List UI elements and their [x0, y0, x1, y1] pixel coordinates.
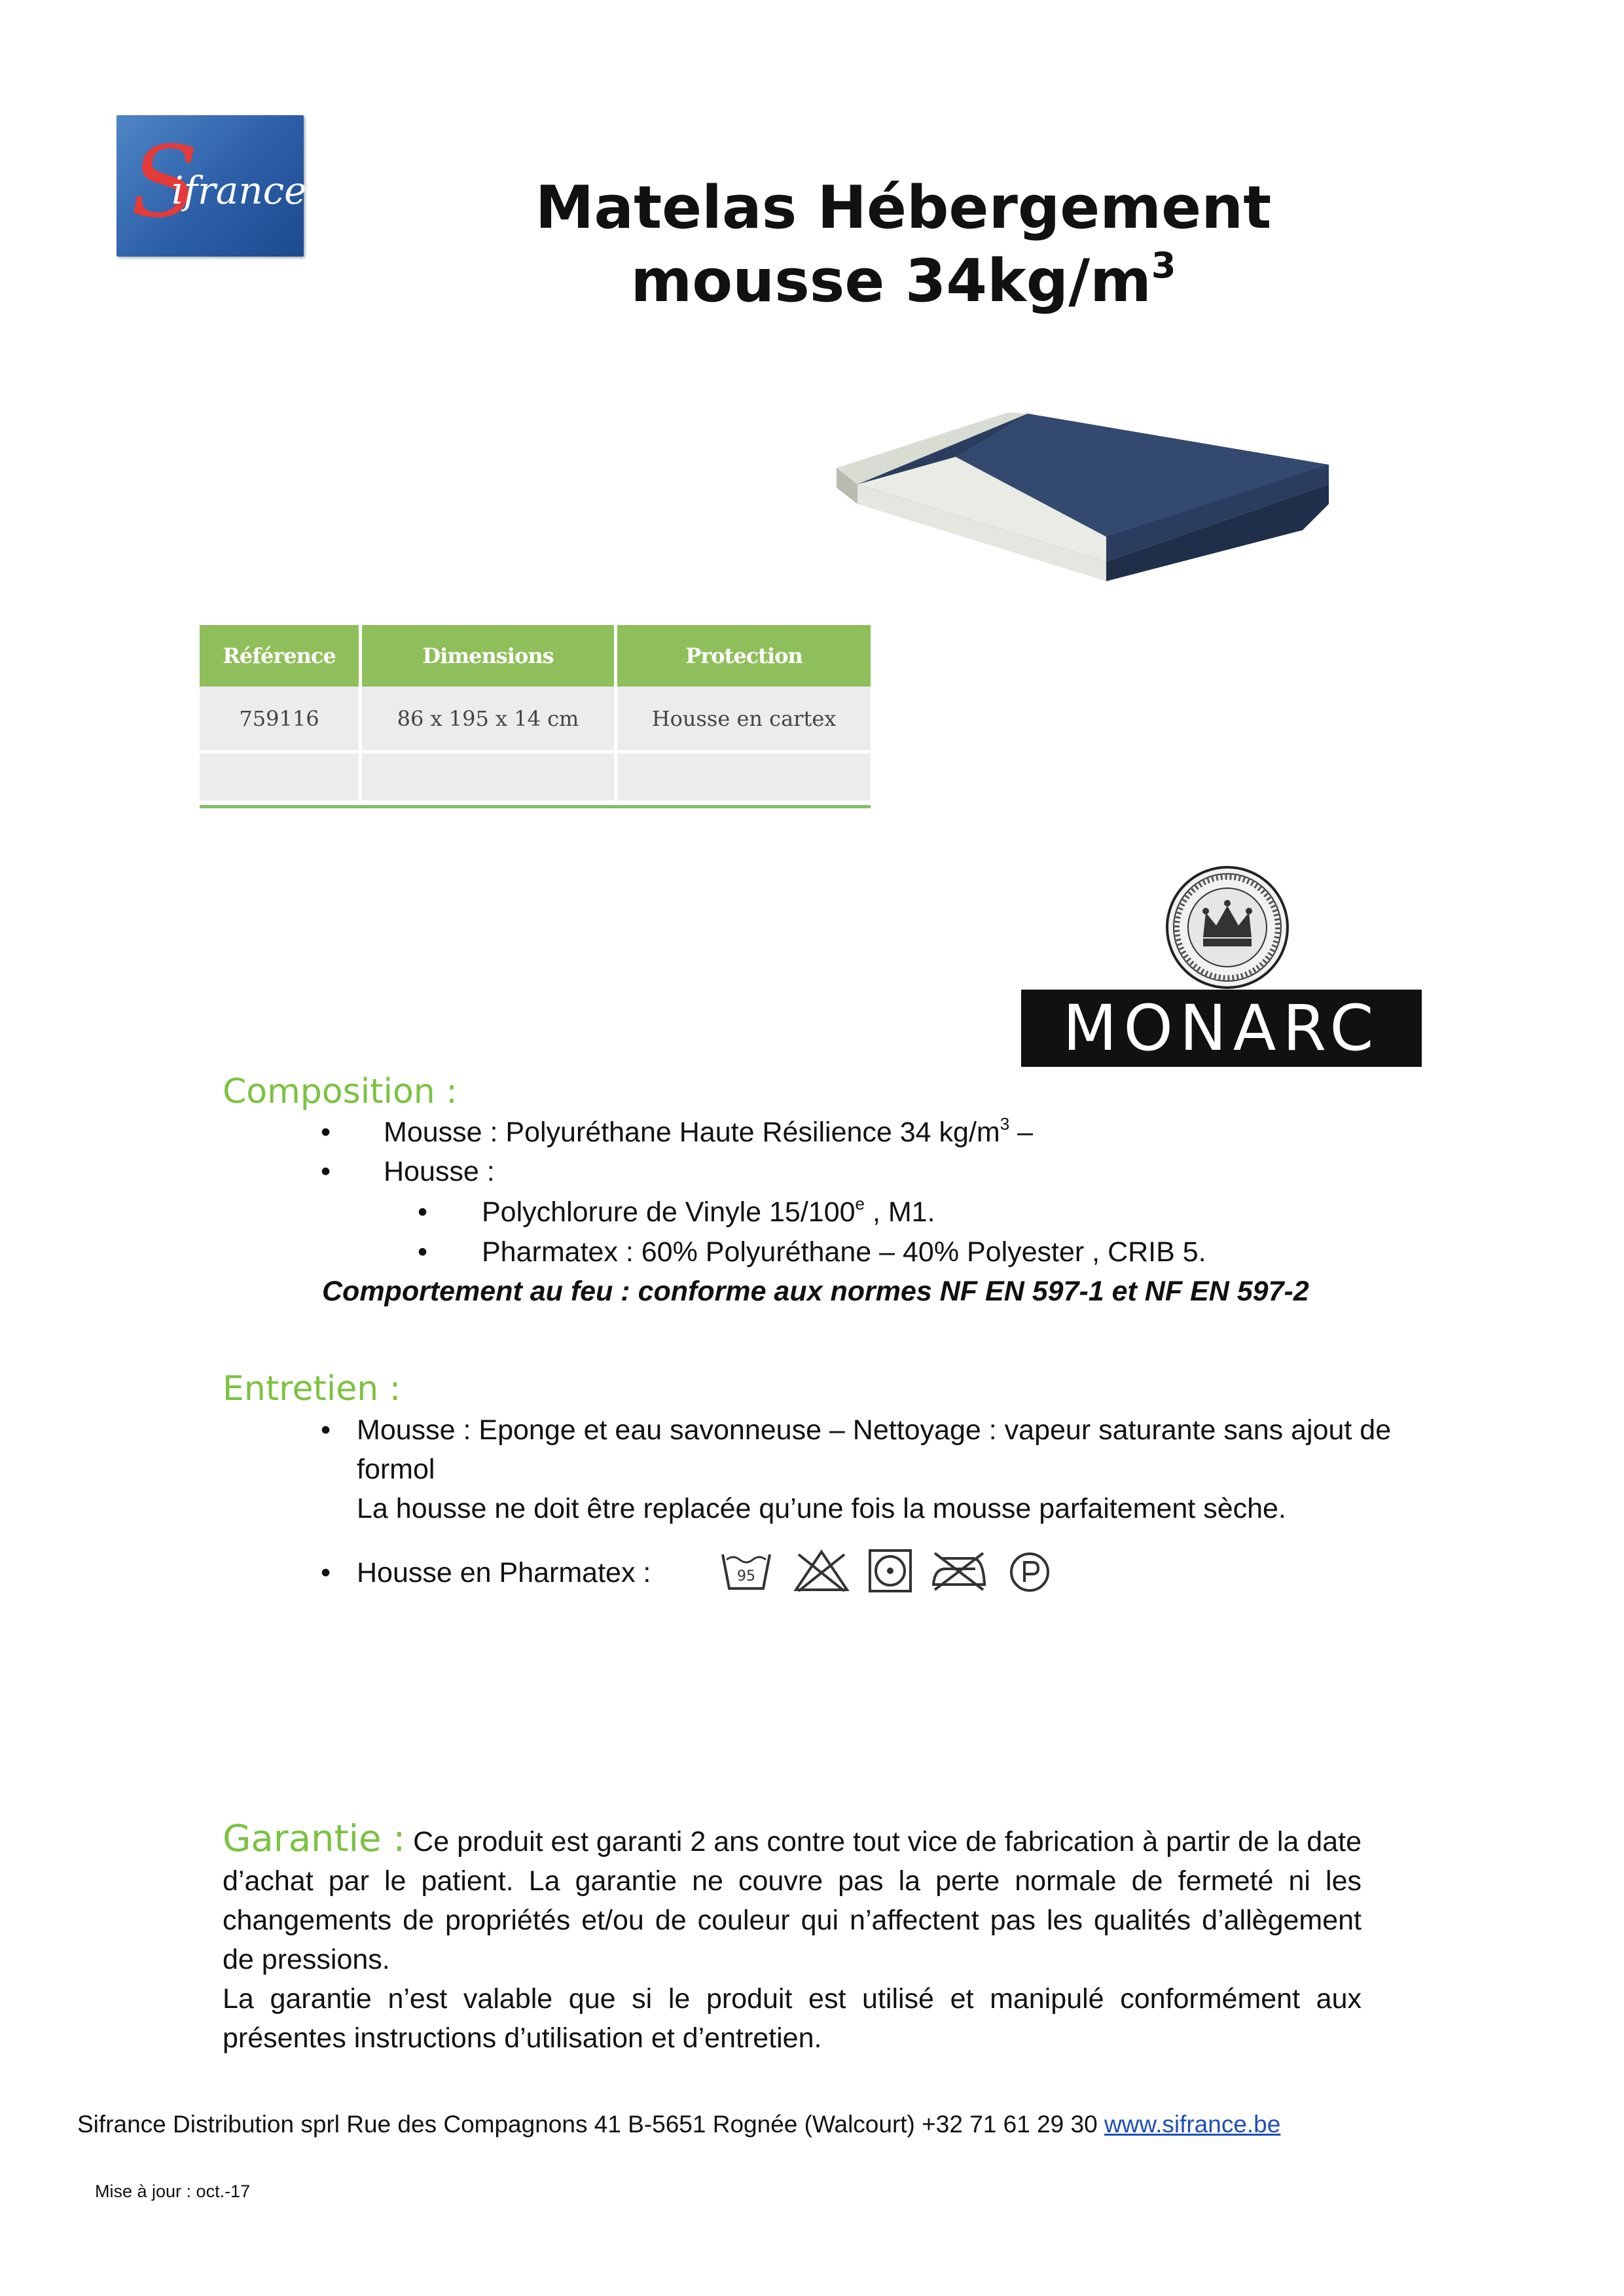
mattress-image [831, 406, 1342, 622]
footer [77, 2109, 1280, 2140]
cell-empty [200, 752, 361, 802]
list-item: Mousse : Eponge et eau savonneuse – Nettoyage : vapeur saturante sans ajout de formol La housse ne doit être replacée qu’une fois la mousse parfaitement sèche. [357, 1414, 1392, 1524]
logo-initial: S [131, 126, 198, 240]
bullet-icon: • [321, 1117, 331, 1148]
table-row [200, 687, 871, 752]
bullet-icon: • [321, 1557, 331, 1588]
cell-reference: 759116 [200, 687, 361, 752]
cell-empty [616, 752, 871, 802]
title-line-2: mousse $34kg/m^3$ [630, 245, 1176, 315]
list-item: Polychlorure de Vinyle 15/100e , M1. [482, 1194, 935, 1228]
list-item: Housse en Pharmatex : [357, 1557, 651, 1588]
garantie-text: Ce produit est garanti 2 ans contre tout vice de fabrication à partir de la date d’achat par le patient. La garantie ne couvre pas la perte normale de fermeté ni les changements de propriétés et/ou de couleur qui n’affectent pas les qualités d’allègement de pressions. [223, 1826, 1362, 1975]
list-item: Mousse : Polyuréthane Haute Résilience 34 $kg/m^3$ – [384, 1114, 1034, 1148]
list-item: Housse : [384, 1156, 495, 1187]
entretien-heading: Entretien : [223, 1369, 401, 1408]
care-symbols [720, 1548, 1054, 1594]
bullet-icon: • [321, 1156, 331, 1187]
footer-address: Sifrance Distribution sprl Rue des Compagnons 41 B-5651 Rognée (Walcourt) +32 71 61 29 30 [77, 2111, 1104, 2138]
table-bottom-rule [200, 805, 871, 808]
fire-behaviour-note: Comportement au feu : conforme aux normes NF EN 597-1 et NF EN 597-2 [322, 1276, 1309, 1307]
garantie-text-2: La garantie n’est valable que si le produit est utilisé et manipulé conformément aux présentes instructions d’utilisation et d’entretien. [223, 1983, 1362, 2054]
logo-text: ifrance [171, 168, 307, 213]
list-item: Pharmatex : 60% Polyuréthane – 40% Polyester , CRIB 5. [482, 1236, 1206, 1268]
dry-clean-p-icon [1008, 1551, 1051, 1594]
bullet-icon: • [418, 1236, 428, 1268]
garantie-heading: Garantie : [223, 1818, 406, 1860]
cell-empty [361, 752, 616, 802]
monarc-logo [1021, 990, 1422, 1067]
website-link[interactable]: www.sifrance.be [1104, 2111, 1281, 2138]
header-protection: Protection [616, 625, 871, 687]
garantie-section [223, 1820, 1362, 2058]
wash-95-icon [720, 1548, 772, 1594]
header-reference: Référence [200, 625, 361, 687]
sifrance-logo [117, 115, 307, 257]
bullet-icon: • [418, 1196, 428, 1228]
no-iron-icon [929, 1548, 988, 1594]
svg-text:95: 95 [737, 1568, 755, 1585]
update-date: Mise à jour : oct.-17 [95, 2181, 251, 2201]
table-row [200, 752, 871, 802]
crown-seal-icon [1165, 865, 1290, 990]
bullet-icon: • [321, 1414, 331, 1446]
title-line-1: Matelas Hébergement [535, 173, 1272, 242]
header-dimensions: Dimensions [361, 625, 616, 687]
composition-heading: Composition : [223, 1072, 458, 1111]
cell-protection: Housse en cartex [616, 687, 871, 752]
spec-table [200, 625, 871, 804]
table-header-row [200, 625, 871, 687]
tumble-dry-icon [867, 1548, 913, 1594]
page-title [511, 171, 1296, 318]
monarc-logo-text: MONARC [1062, 992, 1380, 1065]
no-bleach-icon [792, 1548, 851, 1594]
cell-dimensions: 86 x 195 x 14 cm [361, 687, 616, 752]
